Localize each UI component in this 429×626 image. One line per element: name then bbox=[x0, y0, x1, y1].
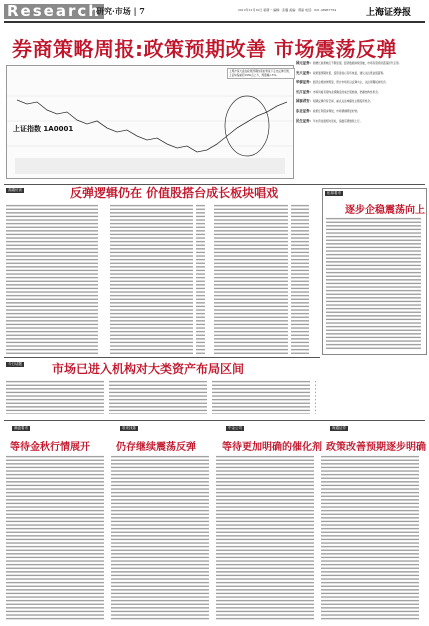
section-headline: 反弹逻辑仍在 价值股搭台成长板块唱戏 bbox=[70, 186, 279, 200]
section-tag: 高端访谈 bbox=[8, 188, 22, 192]
rule bbox=[4, 420, 425, 421]
broker-text: 短期反弹仍有空间，重点关注城镇化主题投资机会。 bbox=[312, 100, 373, 104]
broker-tag: 华泰证券： bbox=[296, 80, 313, 85]
col-headline: 仍存继续震荡反弹 bbox=[116, 442, 196, 453]
section-title: 研究·市场 | 7 bbox=[96, 6, 145, 16]
broker-text: 稳增长政策效应不断显现，经济数据持续回暖，市场有望延续震荡回升走势。 bbox=[312, 62, 402, 65]
bottom-text-graphic bbox=[6, 455, 423, 621]
article-body-2 bbox=[6, 380, 316, 414]
header-rule bbox=[4, 21, 425, 23]
broker-tag: 国泰君安： bbox=[296, 99, 313, 104]
col-tag: 中金公司 bbox=[228, 426, 242, 430]
sidebar-headline: 逐步企稳震荡向上 bbox=[345, 205, 425, 216]
issue-info: 2012年12月10日 星期一 编辑：张璐 美编：郭丽 电话：021-38967754 bbox=[238, 8, 337, 12]
broker-tag: 国元证券： bbox=[296, 61, 313, 65]
broker-text: 政策面预期改善，投资者信心有所恢复，建议关注低估值蓝筹。 bbox=[312, 71, 386, 75]
rule bbox=[4, 357, 320, 358]
section-headline: 市场已进入机构对大类资产布局区间 bbox=[52, 362, 245, 376]
broker-text: 政策红利逐步释放，市场情绪明显好转。 bbox=[312, 109, 360, 113]
broker-tag: 光大证券： bbox=[296, 70, 313, 75]
sidebar-box bbox=[322, 188, 427, 355]
candlestick-graphic bbox=[7, 66, 293, 178]
section-tag: 今日话题 bbox=[8, 362, 22, 366]
broker-tag: 东北证券： bbox=[296, 108, 313, 113]
chart-label: 上证指数 1A0001 bbox=[13, 125, 74, 133]
sidebar-tag: 私募看市 bbox=[327, 191, 341, 195]
broker-views bbox=[296, 62, 425, 129]
col-headline: 等待更加明确的催化剂 bbox=[222, 442, 322, 453]
col-tag: 谁来找基 bbox=[122, 426, 136, 430]
section-logo-research: Research bbox=[4, 4, 104, 19]
text-columns-graphic bbox=[6, 204, 316, 354]
broker-tag: 民生证券： bbox=[296, 118, 313, 123]
broker-text: 年末资金面相对宽松，指数有望继续上行。 bbox=[312, 119, 363, 123]
broker-text: 市场风格有望向业绩确定的成长股转换，把握结构性机会。 bbox=[312, 90, 381, 94]
col-tag: 海通证券 bbox=[332, 426, 346, 430]
broker-text: 经济企稳迹象明显，预计市场仍以反弹为主，关注周期板块机会。 bbox=[312, 81, 389, 85]
main-headline: 券商策略周报:政策预期改善 市场震荡反弹 bbox=[12, 37, 397, 61]
index-chart bbox=[6, 65, 294, 179]
newspaper-logo: 上海证券报 bbox=[366, 8, 412, 18]
col-headline: 等待金秋行情展开 bbox=[10, 442, 90, 453]
col-headline: 政策改善预期逐步明确 bbox=[326, 442, 426, 453]
sidebar-text-graphic bbox=[326, 217, 423, 351]
chart-note: 上周沪深大盘在政策预期改善的背景下走出反弹行情，上证综指重回1950点上方，周涨幅1.3%。 bbox=[227, 68, 295, 79]
broker-tag: 长江证券： bbox=[296, 89, 313, 94]
article-body bbox=[6, 204, 316, 354]
col-tag: 满盘看市 bbox=[14, 426, 28, 430]
